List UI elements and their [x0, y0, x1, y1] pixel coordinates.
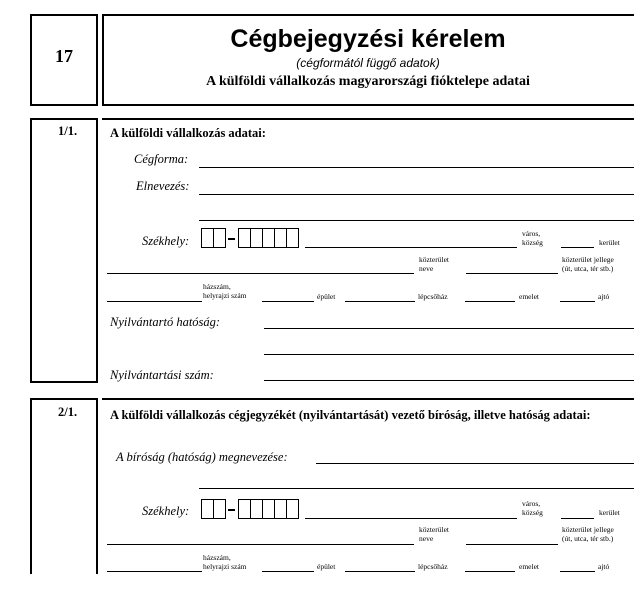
elnevezes-line-2	[199, 220, 634, 221]
kerulet2-line	[561, 518, 594, 519]
house-number-line	[107, 301, 202, 302]
birosag-line-1	[316, 463, 634, 464]
street2-type-label: közterület jellege (út, utca, tér stb.)	[562, 525, 614, 543]
street-type-label: közterület jellege (út, utca, tér stb.)	[562, 255, 614, 273]
city-line	[305, 247, 517, 248]
page-subtitle: (cégformától függő adatok)	[296, 56, 440, 70]
cegforma-line	[199, 167, 634, 168]
door2-label: ajtó	[598, 562, 610, 571]
floor-line	[465, 301, 515, 302]
nyilvantarto-line-1	[264, 328, 634, 329]
section1-number: 1/1.	[58, 124, 78, 138]
nyilvantartasi-szam-line	[264, 380, 634, 381]
house2-number-label: házszám, helyrajzi szám	[203, 553, 247, 571]
nyilvantarto-input[interactable]	[266, 313, 631, 327]
staircase-line	[345, 301, 415, 302]
floor2-line	[465, 571, 515, 572]
section2-top-rule	[102, 398, 634, 400]
form-number: 17	[55, 46, 73, 66]
section1-top-rule	[102, 118, 634, 120]
street2-type-line	[466, 544, 558, 545]
section2-number: 2/1.	[58, 405, 78, 419]
staircase-label: lépcsőház	[418, 292, 448, 301]
postcode-cell-2[interactable]	[213, 228, 226, 248]
city2-label: város, község	[522, 499, 543, 517]
street-type-line	[466, 273, 558, 274]
birosag-input[interactable]	[318, 448, 631, 462]
door-label: ajtó	[598, 292, 610, 301]
kerulet-line	[561, 247, 594, 248]
staircase2-line	[345, 571, 415, 572]
section1-heading: A külföldi vállalkozás adatai:	[110, 126, 266, 140]
elnevezes-line-1	[199, 194, 634, 195]
birosag-line-2	[199, 488, 634, 489]
section2-heading: A külföldi vállalkozás cégjegyzékét (nyilvántartását) vezető bíróság, illetve hatóság adatai:	[110, 408, 591, 422]
elnevezes-input[interactable]	[201, 179, 631, 193]
house-number-label: házszám, helyrajzi szám	[203, 282, 247, 300]
section1-number-box	[30, 118, 98, 383]
kerulet-label: kerület	[599, 238, 620, 247]
nyilvantarto-line-2	[264, 354, 634, 355]
door-line	[560, 301, 595, 302]
city-label: város, község	[522, 229, 543, 247]
staircase2-label: lépcsőház	[418, 562, 448, 571]
cegforma-label: Cégforma:	[134, 152, 189, 166]
postcode2-cell-7[interactable]	[286, 499, 299, 519]
birosag-label: A bíróság (hatóság) megnevezése:	[116, 450, 288, 464]
floor-label: emelet	[519, 292, 539, 301]
kerulet2-label: kerület	[599, 508, 620, 517]
postcode2-dash	[228, 509, 235, 511]
nyilvantartasi-szam-label: Nyilvántartási szám:	[110, 368, 214, 382]
postcode2-cell-2[interactable]	[213, 499, 226, 519]
elnevezes-label: Elnevezés:	[136, 179, 190, 193]
szekhely2-label: Székhely:	[142, 504, 190, 518]
street-line	[107, 273, 414, 274]
building2-line	[262, 571, 314, 572]
postcode-dash	[228, 238, 235, 240]
section-title: A külföldi vállalkozás magyarországi fióktelepe adatai	[206, 74, 530, 89]
building-label: épület	[317, 292, 336, 301]
floor2-label: emelet	[519, 562, 539, 571]
street-name-label: közterület neve	[419, 255, 449, 273]
door2-line	[560, 571, 595, 572]
building2-label: épület	[317, 562, 336, 571]
nyilvantartasi-szam-input[interactable]	[266, 365, 631, 379]
building-line	[262, 301, 314, 302]
nyilvantarto-label: Nyilvántartó hatóság:	[110, 315, 221, 329]
street2-line	[107, 544, 414, 545]
house2-number-line	[107, 571, 202, 572]
section2-number-box	[30, 398, 98, 574]
street2-name-label: közterület neve	[419, 525, 449, 543]
city2-line	[305, 518, 517, 519]
szekhely-label: Székhely:	[142, 234, 190, 248]
page-title: Cégbejegyzési kérelem	[230, 25, 506, 53]
postcode-cell-7[interactable]	[286, 228, 299, 248]
cegforma-input[interactable]	[201, 152, 631, 166]
